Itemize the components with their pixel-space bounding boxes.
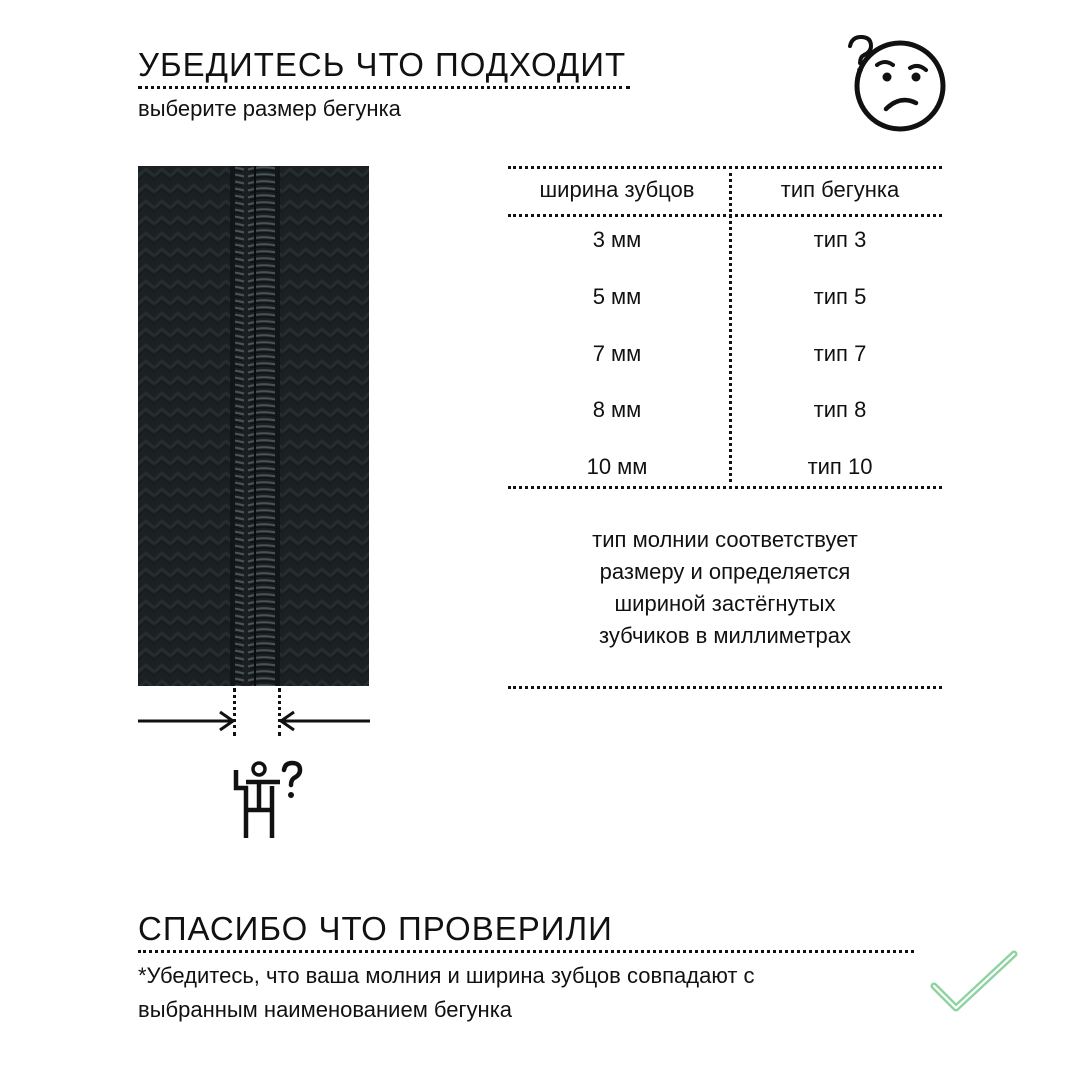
footer-title: СПАСИБО ЧТО ПРОВЕРИЛИ <box>138 910 613 947</box>
note-bottom-border <box>508 686 942 689</box>
size-explanation-line: зубчиков в миллиметрах <box>599 623 851 648</box>
table-cell: 7 мм <box>592 341 642 366</box>
table-header-teeth-width: ширина зубцов <box>539 177 695 202</box>
footer-note <box>138 959 938 1027</box>
page-subtitle: выберите размер бегунка <box>138 96 401 121</box>
size-explanation-line: тип молнии соответствует <box>592 527 858 552</box>
table-bottom-border <box>508 486 942 489</box>
table-cell: тип 5 <box>813 284 867 309</box>
checkmark-icon <box>928 948 1020 1018</box>
table-cell: тип 8 <box>813 397 867 422</box>
footer-note-line: выбранным наименованием бегунка <box>138 997 513 1022</box>
table-cell: тип 3 <box>813 227 867 252</box>
size-explanation-line: размеру и определяется <box>599 559 851 584</box>
title-underline <box>138 86 630 89</box>
table-header-slider-type: тип бегунка <box>780 177 900 202</box>
size-explanation <box>508 524 942 652</box>
zipper-photo <box>138 166 369 686</box>
table-cell: 5 мм <box>592 284 642 309</box>
table-cell: 10 мм <box>586 454 648 479</box>
table-cell: 8 мм <box>592 397 642 422</box>
size-explanation-line: шириной застёгнутых <box>614 591 836 616</box>
confused-face-icon <box>840 30 952 142</box>
footer-note-line: *Убедитесь, что ваша молния и ширина зубцов совпадают с <box>138 963 755 988</box>
table-cell: тип 10 <box>807 454 873 479</box>
width-arrows <box>136 708 372 734</box>
footer-title-underline <box>138 950 914 953</box>
table-column-divider <box>729 166 732 489</box>
person-question-icon <box>228 758 312 844</box>
table-cell: 3 мм <box>592 227 642 252</box>
table-cell: тип 7 <box>813 341 867 366</box>
table-top-border <box>508 166 942 169</box>
page-title: УБЕДИТЕСЬ ЧТО ПОДХОДИТ <box>138 46 627 83</box>
table-header-border <box>508 214 942 217</box>
